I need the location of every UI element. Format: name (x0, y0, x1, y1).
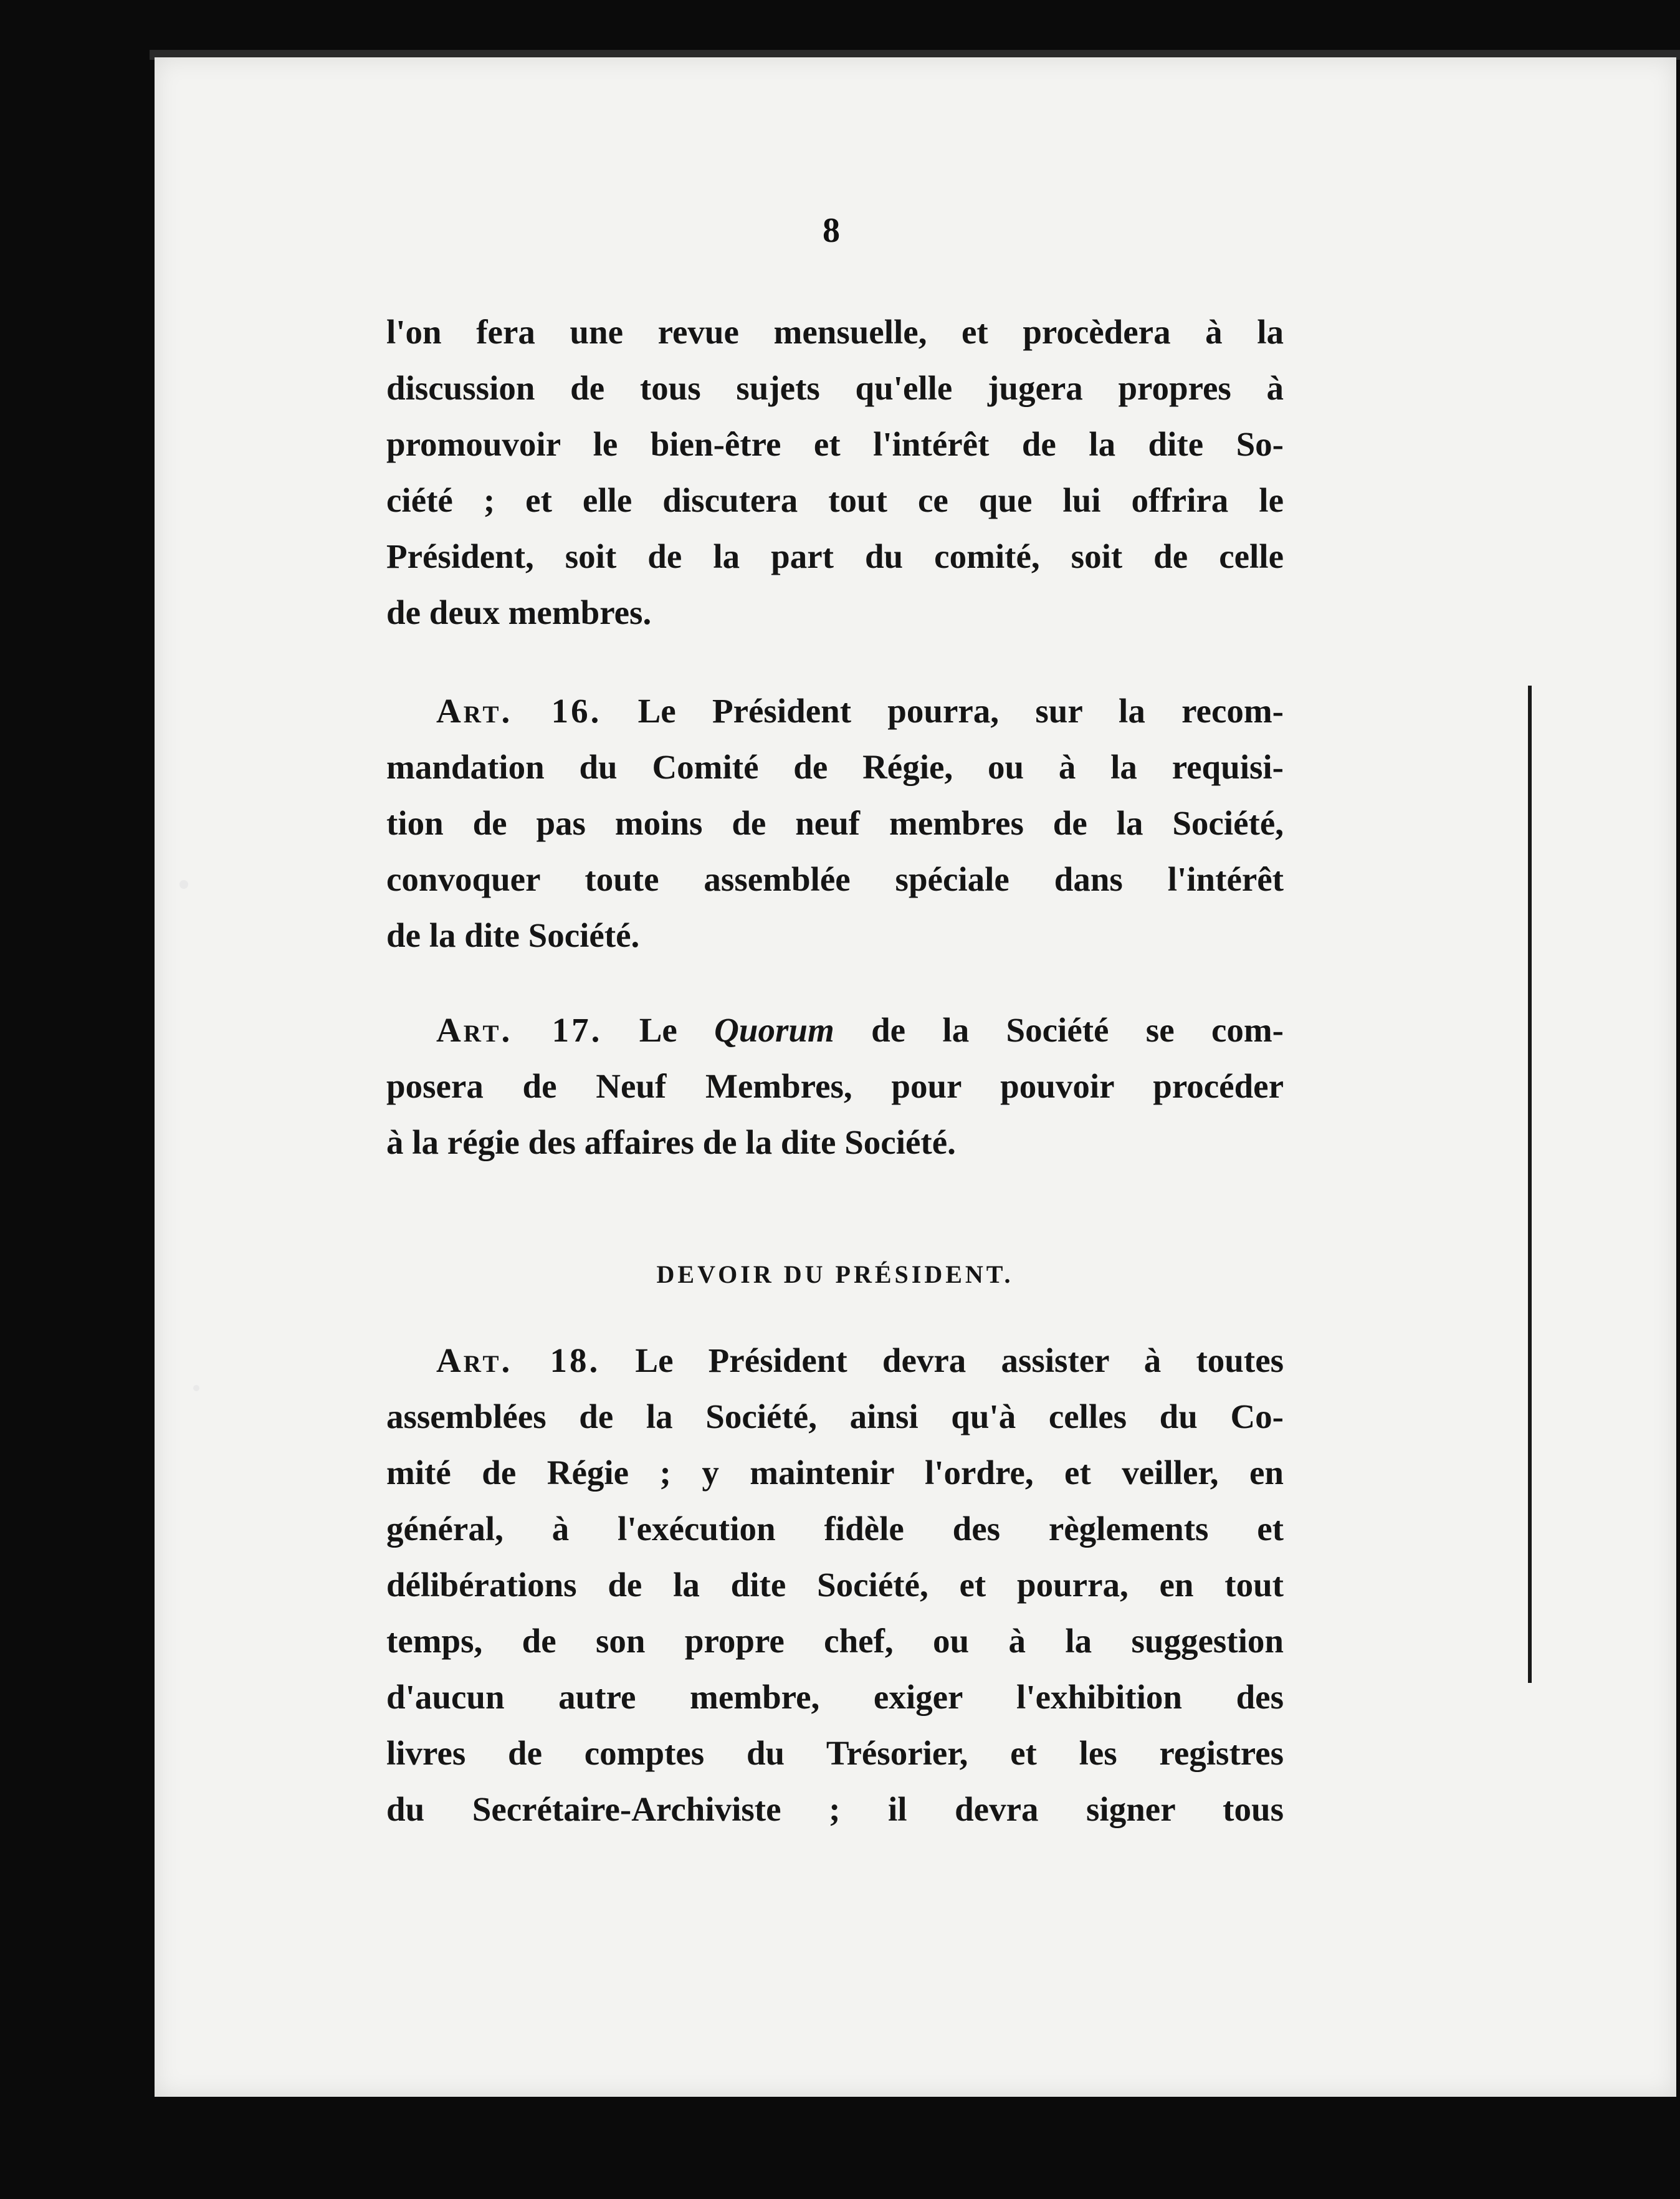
text-line: à la régie des affaires de la dite Société. (386, 1123, 956, 1161)
text-line: ciété ; et elle discutera tout ce que lui offrira le (386, 481, 1284, 519)
text-line: posera de Neuf Membres, pour pouvoir procéder (386, 1067, 1284, 1105)
italic-word: Quorum (714, 1011, 834, 1049)
text-run: Le Président devra assister à toutes (600, 1341, 1284, 1379)
text-line: l'on fera une revue mensuelle, et procèdera à la (386, 313, 1284, 351)
article-18 (386, 1333, 1284, 1837)
text-line: d'aucun autre membre, exiger l'exhibition des (386, 1678, 1284, 1716)
text-line: général, à l'exécution fidèle des règlements et (386, 1510, 1284, 1548)
text-line: discussion de tous sujets qu'elle jugera propres à (386, 369, 1284, 407)
scan-speck (193, 1385, 199, 1391)
text-run: Le Président pourra, sur la recom- (601, 692, 1284, 730)
text-line: promouvoir le bien-être et l'intérêt de la dite So- (386, 425, 1284, 463)
article-first-line (386, 1333, 1284, 1389)
text-line: temps, de son propre chef, ou à la suggestion (386, 1622, 1284, 1660)
text-line: de la dite Société. (386, 916, 640, 954)
article-17 (386, 1002, 1284, 1171)
text-line: livres de comptes du Trésorier, et les registres (386, 1734, 1284, 1772)
text-line: délibérations de la dite Société, et pourra, en tout (386, 1566, 1284, 1604)
text-line: assemblées de la Société, ainsi qu'à celles du Co- (386, 1397, 1284, 1435)
text-line: Président, soit de la part du comité, soit de celle (386, 537, 1284, 575)
article-16 (386, 683, 1284, 964)
article-first-line (386, 683, 1284, 739)
article-first-line (386, 1002, 1284, 1058)
binding-line-upper (1528, 686, 1532, 1159)
article-label: Art. 18. (436, 1341, 601, 1379)
text-line: du Secrétaire-Archiviste ; il devra signer tous (386, 1790, 1284, 1828)
article-label: Art. 17. (436, 1011, 603, 1049)
article-label: Art. 16. (436, 692, 602, 730)
binding-line-lower (1528, 1159, 1532, 1683)
text-line: mandation du Comité de Régie, ou à la requisi- (386, 748, 1284, 786)
scan-speck (179, 880, 188, 889)
paragraph-continuation (386, 304, 1284, 641)
page-number: 8 (823, 211, 840, 250)
text-run: Le (602, 1011, 715, 1049)
text-run: de la Société se com- (834, 1011, 1284, 1049)
text-line: convoquer toute assemblée spéciale dans l'intérêt (386, 860, 1284, 898)
text-line: tion de pas moins de neuf membres de la Société, (386, 804, 1284, 842)
text-line: mité de Régie ; y maintenir l'ordre, et veiller, en (386, 1454, 1284, 1492)
section-heading: DEVOIR DU PRÉSIDENT. (656, 1260, 1014, 1288)
text-line: de deux membres. (386, 593, 652, 631)
